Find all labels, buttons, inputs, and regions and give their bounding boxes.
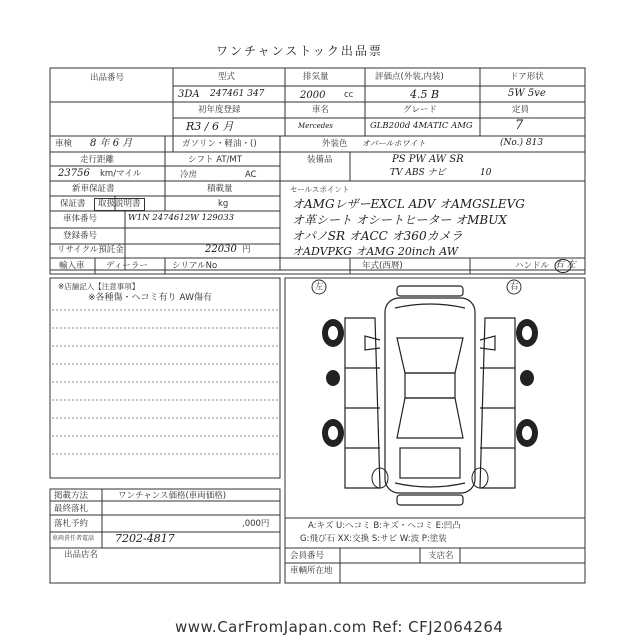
sale-method-label: 掲載方法 bbox=[54, 491, 89, 501]
first-registration-label: 初年度登録 bbox=[198, 105, 241, 115]
sale-method-value: ワンチャンス価格(車両価格) bbox=[118, 491, 227, 501]
vehicle-location-label: 車輌所在地 bbox=[290, 566, 333, 576]
first-registration-value: R3 / 6 月 bbox=[186, 120, 234, 133]
aircon-label: 冷房 bbox=[180, 170, 198, 180]
branch-name-label: 支店名 bbox=[428, 551, 454, 561]
sales-point-line: オAMGレザーEXCL ADV オAMGSLEVG bbox=[292, 197, 525, 211]
sales-points-label: セールスポイント bbox=[290, 185, 350, 194]
equipment-label: 装備品 bbox=[307, 155, 333, 165]
sales-point-line: オADVPKG オAMG 20inch AW bbox=[292, 245, 459, 258]
steering-label: ハンドル bbox=[515, 261, 550, 271]
member-number-label: 会員番号 bbox=[290, 551, 325, 561]
aircon-value: AC bbox=[245, 170, 257, 180]
notes-line: ※各種傷・ヘコミ有り AW傷有 bbox=[88, 293, 212, 303]
vin-label: 車体番号 bbox=[63, 214, 98, 224]
recycle-fee-label: リサイクル預託金 bbox=[57, 245, 124, 255]
capacity-value: 7 bbox=[515, 118, 524, 133]
exterior-color-label: 外装色 bbox=[322, 139, 348, 149]
model-code-value: 3DA bbox=[178, 89, 200, 100]
damage-legend-line-2: G:飛び石 XX:交換 S:サビ W:波 P:塗装 bbox=[300, 534, 447, 544]
mileage-unit: km/マイル bbox=[100, 169, 142, 179]
warranty-manual-label: 保証書 bbox=[60, 199, 86, 209]
contact-phone-value: 7202-4817 bbox=[115, 532, 175, 545]
grade-label: グレード bbox=[403, 105, 438, 115]
sales-point-line: オパノSR オACC オ360カメラ bbox=[292, 229, 463, 243]
doors-value: 5W 5ve bbox=[508, 88, 546, 99]
vin-value: W1N 2474612W 129033 bbox=[128, 213, 235, 223]
damage-legend-line-1: A:キズ U:ヘコミ B:キズ・ヘコミ E:凹凸 bbox=[308, 521, 461, 531]
equipment-line-2: TV ABS ナビ bbox=[390, 168, 446, 178]
equipment-number: 10 bbox=[480, 168, 492, 178]
equipment-line-1: PS PW AW SR bbox=[392, 154, 464, 165]
shop-name-label: 出品店名 bbox=[64, 550, 99, 560]
model-number-value: 247461 347 bbox=[210, 89, 265, 99]
score-label: 評価点(外装,内装) bbox=[375, 72, 444, 82]
right-side-label: 右 bbox=[510, 282, 519, 292]
displacement-unit: cc bbox=[344, 90, 354, 100]
inspection-label: 車検 bbox=[55, 139, 73, 149]
notes-label: ※店舗記入【注意事項】 bbox=[58, 282, 140, 291]
inspection-value: 8 年 6 月 bbox=[90, 138, 133, 149]
car-damage-diagram bbox=[285, 278, 585, 518]
sales-point-line: オ革シート オシートヒーター オMBUX bbox=[292, 213, 507, 227]
model-label: 型式 bbox=[218, 72, 236, 82]
fuel-label: ガソリン・軽油・() bbox=[182, 139, 257, 149]
load-capacity-unit: kg bbox=[218, 199, 229, 209]
bid-unit: ,000円 bbox=[242, 519, 270, 529]
load-capacity-label: 積載量 bbox=[207, 184, 233, 194]
bid-reserve-label: 落札予約 bbox=[54, 519, 89, 529]
mileage-value: 23756 bbox=[58, 168, 90, 179]
score-value: 4.5 B bbox=[410, 88, 440, 101]
exterior-color-value: オパールホワイト bbox=[362, 139, 426, 148]
displacement-value: 2000 bbox=[300, 90, 326, 101]
capacity-label: 定員 bbox=[512, 105, 530, 115]
serial-number-label: シリアルNo bbox=[172, 261, 218, 271]
new-car-warranty-label: 新車保証書 bbox=[72, 184, 115, 194]
steering-right-circle bbox=[553, 258, 573, 274]
contact-phone-label: 車両責任者電話 bbox=[52, 535, 95, 542]
model-year-label: 年式(西暦) bbox=[362, 261, 403, 271]
watermark-footer: www.CarFromJapan.com Ref: CFJ2064264 bbox=[175, 618, 504, 636]
displacement-label: 排気量 bbox=[303, 72, 329, 82]
lot-no-label: 出品番号 bbox=[90, 73, 125, 83]
dealer-label: ディーラー bbox=[106, 261, 148, 271]
recycle-fee-unit: 円 bbox=[242, 245, 251, 255]
mileage-label: 走行距離 bbox=[80, 155, 115, 165]
owners-manual-label: 取扱説明書 bbox=[94, 198, 145, 211]
car-name-label: 車名 bbox=[312, 105, 330, 115]
steering-value: 右 左 bbox=[555, 260, 576, 270]
grade-value: GLB200d 4MATIC AMG bbox=[370, 121, 473, 131]
page-title: ワンチャンストック出品票 bbox=[216, 44, 383, 58]
recycle-fee-value: 22030 bbox=[205, 244, 237, 255]
color-number-value: (No.) 813 bbox=[500, 138, 544, 148]
doors-label: ドア形状 bbox=[510, 72, 544, 82]
car-name-value: Mercedes bbox=[298, 122, 333, 130]
registration-label: 登録番号 bbox=[63, 231, 98, 241]
final-bid-label: 最終落札 bbox=[54, 504, 89, 514]
left-side-label: 左 bbox=[315, 282, 324, 292]
shift-label: シフト AT/MT bbox=[188, 155, 242, 165]
import-car-label: 輸入車 bbox=[59, 261, 85, 271]
